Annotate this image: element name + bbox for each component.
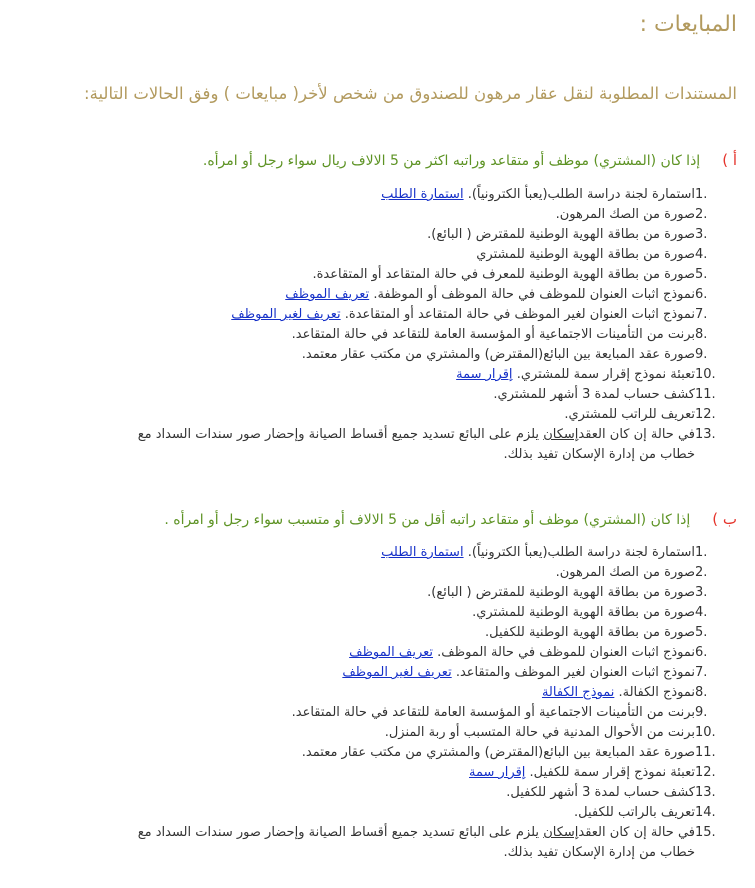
form-link[interactable]: نموذج الكفالة	[541, 685, 615, 700]
item-number: 13.	[695, 785, 716, 800]
section-a-letter: أ )	[722, 151, 737, 169]
item-text: صورة من بطاقة الهوية الوطنية للمقترض ( البائع).	[427, 227, 695, 242]
item-number: 3.	[695, 585, 708, 600]
list-item	[138, 225, 755, 245]
item-text: صورة عقد المبايعة بين البائع(المقترض) والمشتري من مكتب عقار معتمد.	[301, 347, 695, 362]
item-number: 11.	[695, 387, 716, 402]
item-text: نموذج الكفالة.	[618, 685, 695, 700]
item-number: 6.	[695, 645, 708, 660]
list-item	[138, 643, 755, 663]
section-b-heading	[164, 510, 737, 528]
form-link[interactable]: إقرار سمة	[469, 765, 526, 780]
list-item	[138, 603, 755, 623]
list-item	[138, 365, 755, 385]
item-text: صورة من بطاقة الهوية الوطنية للمعرف في حالة المتقاعد أو المتقاعدة.	[312, 267, 695, 282]
item-number: 10.	[695, 367, 716, 382]
item-text: صورة من بطاقة الهوية الوطنية للمقترض ( البائع).	[427, 585, 695, 600]
item-number: 1.	[695, 545, 708, 560]
list-item	[138, 305, 755, 325]
item-text: نموذج اثبات العنوان للموظف في حالة الموظف.	[437, 645, 695, 660]
item-number: 10.	[695, 725, 716, 740]
list-item	[138, 783, 755, 803]
list-item	[138, 385, 755, 405]
item-number: 15.	[695, 825, 716, 840]
item-number: 4.	[695, 247, 708, 262]
item-text: في حالة إن كان العقد	[578, 427, 695, 442]
list-item	[138, 345, 755, 365]
item-number: 12.	[695, 407, 716, 422]
section-a-heading	[203, 151, 737, 169]
list-item	[138, 623, 755, 643]
list-item	[138, 543, 755, 563]
item-number: 2.	[695, 207, 708, 222]
item-number: 14.	[695, 805, 716, 820]
form-link[interactable]: تعريف الموظف	[285, 287, 370, 302]
list-item	[138, 743, 755, 763]
item-text: صورة عقد المبايعة بين البائع(المقترض) والمشتري من مكتب عقار معتمد.	[301, 745, 695, 760]
item-text: برنت من التأمينات الاجتماعية أو المؤسسة العامة للتقاعد في حالة المتقاعد.	[291, 705, 695, 720]
list-item	[138, 583, 755, 603]
form-link[interactable]: استمارة الطلب	[381, 187, 464, 202]
list-item	[138, 823, 755, 863]
item-text: كشف حساب لمدة 3 أشهر للكفيل.	[506, 785, 695, 800]
item-text: خطاب من إدارة الإسكان تفيد بذلك.	[503, 447, 695, 462]
item-text: صورة من بطاقة الهوية الوطنية للمشتري	[476, 247, 695, 262]
item-text: استمارة لجنة دراسة الطلب(يعبأ الكترونياً).	[467, 545, 695, 560]
section-a-list	[138, 185, 755, 465]
section-b-list	[138, 543, 755, 863]
item-number: 5.	[695, 625, 708, 640]
item-text: تعريف للراتب للمشتري.	[564, 407, 695, 422]
form-link[interactable]: استمارة الطلب	[381, 545, 464, 560]
iskan-term: إسكان	[543, 427, 579, 442]
item-text: استمارة لجنة دراسة الطلب(يعبأ الكترونياً).	[467, 187, 695, 202]
item-text: في حالة إن كان العقد	[578, 825, 695, 840]
item-text: نموذج اثبات العنوان لغير الموظف والمتقاعد.	[455, 665, 695, 680]
item-number: 8.	[695, 327, 708, 342]
list-item	[138, 405, 755, 425]
list-item	[138, 563, 755, 583]
item-text: نموذج اثبات العنوان لغير الموظف في حالة المتقاعد أو المتقاعدة.	[344, 307, 695, 322]
item-number: 9.	[695, 347, 708, 362]
item-number: 12.	[695, 765, 716, 780]
item-number: 3.	[695, 227, 708, 242]
form-link[interactable]: إقرار سمة	[456, 367, 513, 382]
item-number: 4.	[695, 605, 708, 620]
list-item	[138, 683, 755, 703]
item-text: صورة من الصك المرهون.	[555, 565, 695, 580]
item-number: 1.	[695, 187, 708, 202]
item-text: صورة من بطاقة الهوية الوطنية للكفيل.	[484, 625, 695, 640]
list-item	[138, 325, 755, 345]
item-text: صورة من بطاقة الهوية الوطنية للمشتري.	[472, 605, 695, 620]
page-subtitle: المستندات المطلوبة لنقل عقار مرهون للصندوق من شخص لأخر( مبايعات ) وفق الحالات التالية:	[84, 84, 737, 103]
item-text: كشف حساب لمدة 3 أشهر للمشتري.	[493, 387, 695, 402]
list-item	[138, 245, 755, 265]
item-number: 5.	[695, 267, 708, 282]
section-b-title: إذا كان (المشتري) موظف أو متقاعد راتبه أقل من 5 الالاف أو متسبب سواء رجل أو امرأه .	[164, 512, 691, 528]
item-text: صورة من الصك المرهون.	[555, 207, 695, 222]
item-number: 11.	[695, 745, 716, 760]
item-number: 6.	[695, 287, 708, 302]
iskan-term: إسكان	[543, 825, 579, 840]
item-number: 7.	[695, 307, 708, 322]
item-text: نموذج اثبات العنوان للموظف في حالة الموظف أو الموظفة.	[373, 287, 695, 302]
list-item	[138, 663, 755, 683]
form-link[interactable]: تعريف الموظف	[349, 645, 434, 660]
item-number: 8.	[695, 685, 708, 700]
item-text: يلزم على البائع تسديد جميع أقساط الصيانة وإحضار صور سندات السداد مع	[137, 825, 540, 840]
list-item	[138, 803, 755, 823]
list-item	[138, 265, 755, 285]
form-link[interactable]: تعريف لغير الموظف	[342, 665, 452, 680]
item-text: تعبئة نموذج إقرار سمة للكفيل.	[529, 765, 695, 780]
item-number: 9.	[695, 705, 708, 720]
item-text: برنت من التأمينات الاجتماعية أو المؤسسة العامة للتقاعد في حالة المتقاعد.	[291, 327, 695, 342]
list-item	[138, 185, 755, 205]
list-item	[138, 703, 755, 723]
list-item	[138, 285, 755, 305]
section-b-letter: ب )	[712, 510, 737, 528]
item-number: 2.	[695, 565, 708, 580]
list-item	[138, 723, 755, 743]
item-text: يلزم على البائع تسديد جميع أقساط الصيانة وإحضار صور سندات السداد مع	[137, 427, 540, 442]
item-number: 7.	[695, 665, 708, 680]
list-item	[138, 763, 755, 783]
page-title: المبايعات :	[639, 12, 737, 37]
section-a-title: إذا كان (المشتري) موظف أو متقاعد وراتبه اكثر من 5 الالاف ريال سواء رجل أو امرأه.	[202, 153, 701, 169]
item-text: تعبئة نموذج إقرار سمة للمشتري.	[516, 367, 695, 382]
list-item	[138, 425, 755, 465]
item-text: برنت من الأحوال المدنية في حالة المتسبب أو ربة المنزل.	[384, 725, 695, 740]
form-link[interactable]: تعريف لغير الموظف	[231, 307, 341, 322]
item-number: 13.	[695, 427, 716, 442]
item-text: تعريف بالراتب للكفيل.	[573, 805, 695, 820]
item-text: خطاب من إدارة الإسكان تفيد بذلك.	[503, 845, 695, 860]
list-item	[138, 205, 755, 225]
